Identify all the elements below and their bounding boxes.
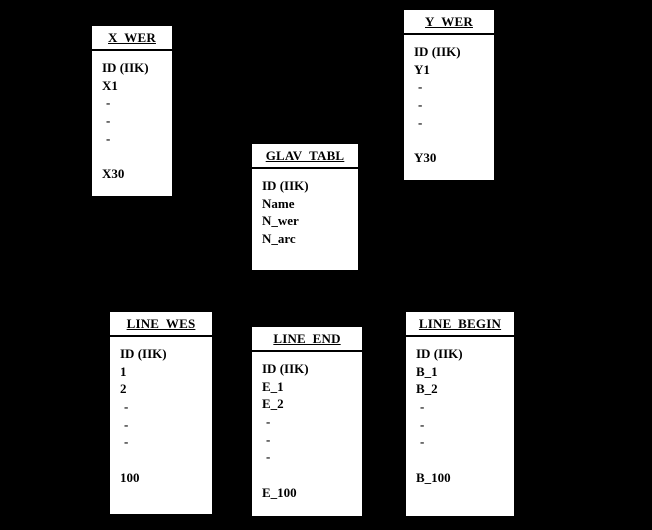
field: - [266,431,271,447]
field: - [420,434,425,450]
field: - [418,97,423,113]
entity-y-wer[interactable] [402,8,496,182]
field: X1 [102,77,118,93]
field: X30 [102,166,125,182]
field: - [106,113,111,129]
field: ID (IIK) [120,346,167,361]
field: 1 [120,363,127,379]
entity-title-glav-tabl: GLAV_TABL [252,144,358,169]
entity-x-wer[interactable] [90,24,174,198]
field: - [106,130,111,146]
entity-line-wes[interactable] [108,310,214,516]
field: - [266,414,271,430]
field: ID (IIK) [416,346,463,361]
entity-title-line-wes: LINE_WES [110,312,212,337]
entity-title-line-begin: LINE_BEGIN [406,312,514,337]
field: - [124,416,129,432]
field: ID (IIK) [414,44,461,59]
field: - [418,114,423,130]
field: N_wer [262,213,299,229]
field: E_100 [262,484,297,500]
field: ID (IIK) [102,60,149,75]
field: E_2 [262,396,284,412]
field: B_100 [416,469,451,485]
entity-title-line-end: LINE_END [252,327,362,352]
entity-title-y-wer: Y_WER [404,10,494,35]
field: - [124,399,129,415]
field-spacer [414,131,494,149]
field: - [266,449,271,465]
field: ID (IIK) [262,361,309,376]
field: Y1 [414,61,430,77]
field: N_arc [262,231,296,247]
field: - [124,434,129,450]
entity-line-end[interactable] [250,325,364,518]
field: Y30 [414,150,437,166]
field: 2 [120,381,127,397]
entity-body-x-wer [92,51,172,189]
field: B_1 [416,363,438,379]
field: - [106,95,111,111]
entity-body-line-begin [406,337,514,492]
entity-body-line-wes [110,337,212,492]
entity-title-x-wer: X_WER [92,26,172,51]
field: ID (IIK) [262,178,309,193]
entity-line-begin[interactable] [404,310,516,518]
field: - [420,416,425,432]
field-spacer [416,451,514,469]
field-spacer [262,466,362,484]
entity-body-y-wer [404,35,494,173]
field: Name [262,195,295,211]
entity-body-line-end [252,352,362,507]
field-spacer [102,147,172,165]
field: - [418,79,423,95]
entity-glav-tabl[interactable] [250,142,360,272]
field: E_1 [262,378,284,394]
entity-body-glav-tabl [252,169,358,254]
field: B_2 [416,381,438,397]
field-spacer [120,451,212,469]
field: 100 [120,469,140,485]
field: - [420,399,425,415]
